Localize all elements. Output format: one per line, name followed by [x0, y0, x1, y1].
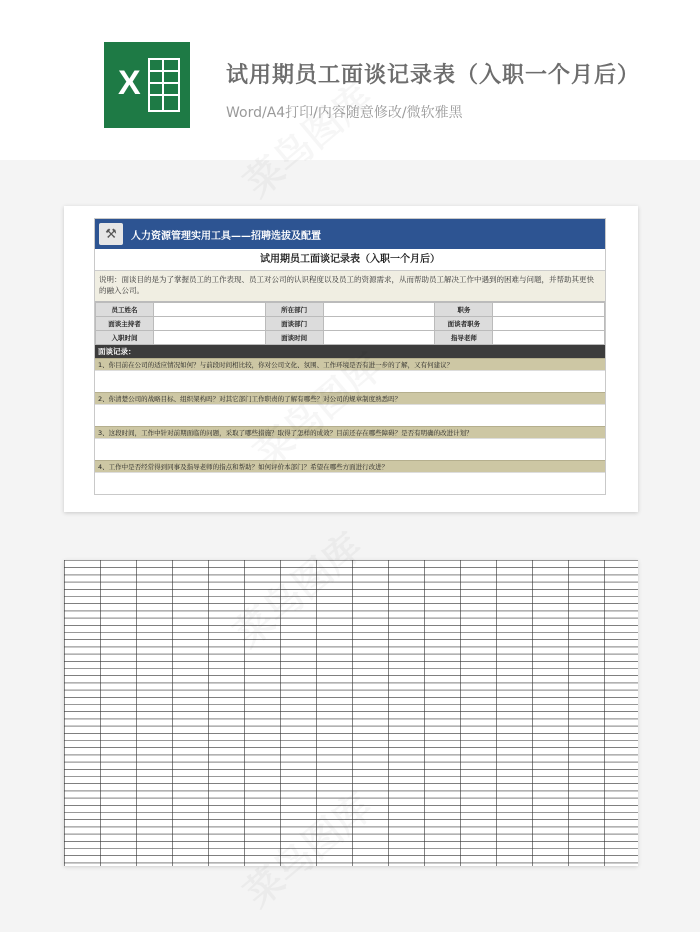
record-heading: 面谈记录： — [95, 345, 605, 358]
field-value[interactable] — [323, 303, 435, 317]
field-value[interactable] — [323, 331, 435, 345]
field-value[interactable] — [493, 331, 605, 345]
table-row — [96, 331, 605, 345]
answer-area-2[interactable] — [95, 404, 605, 426]
table-row — [96, 317, 605, 331]
excel-logo-icon — [104, 42, 190, 128]
field-value[interactable] — [154, 331, 266, 345]
excel-x-letter: X — [118, 64, 141, 102]
field-value[interactable] — [154, 303, 266, 317]
question-3: 3、这段时间，工作中针对前期面临的问题，采取了哪些措施？取得了怎样的成效？目前还存在哪些障碍？是否有明确的改进计划？ — [95, 426, 605, 438]
spreadsheet-grid — [64, 560, 638, 866]
field-label: 面谈主持者 — [96, 317, 154, 331]
employee-info-table — [95, 302, 605, 345]
answer-area-4[interactable] — [95, 472, 605, 494]
answer-area-3[interactable] — [95, 438, 605, 460]
question-2: 2、你清楚公司的战略目标、组织架构吗？对其它部门工作职责的了解有哪些？对公司的规章制度熟悉吗？ — [95, 392, 605, 404]
field-value[interactable] — [323, 317, 435, 331]
question-4: 4、工作中是否经常得到同事及指导老师的指点和帮助？如何评价本部门？希望在哪些方面进行改进？ — [95, 460, 605, 472]
field-label: 职务 — [435, 303, 493, 317]
page-subtitle: Word/A4打印/内容随意修改/微软雅黑 — [226, 105, 463, 121]
field-label: 所在部门 — [265, 303, 323, 317]
form-description: 说明：面谈目的是为了掌握员工的工作表现、员工对公司的认识程度以及员工的资源需求，从而帮助员工解决工作中遇到的困难与问题，并帮助其更快的融入公司。 — [95, 271, 605, 302]
spreadsheet-icon — [148, 58, 180, 112]
question-1: 1、你目前在公司的适应情况如何？与前段时间相比较，你对公司文化、氛围、工作环境是否有进一步的了解，又有何建议？ — [95, 358, 605, 370]
form-title: 试用期员工面谈记录表（入职一个月后） — [95, 249, 605, 271]
wrench-icon: ⚒ — [99, 223, 123, 245]
field-label: 面谈时间 — [265, 331, 323, 345]
field-value[interactable] — [154, 317, 266, 331]
field-value[interactable] — [493, 303, 605, 317]
field-value[interactable] — [493, 317, 605, 331]
field-label: 入职时间 — [96, 331, 154, 345]
interview-form — [94, 218, 606, 495]
field-label: 面谈部门 — [265, 317, 323, 331]
field-label: 面谈者职务 — [435, 317, 493, 331]
field-label: 员工姓名 — [96, 303, 154, 317]
field-label: 指导老师 — [435, 331, 493, 345]
page-title: 试用期员工面谈记录表（入职一个月后） — [226, 63, 641, 88]
answer-area-1[interactable] — [95, 370, 605, 392]
banner-title: 人力资源管理实用工具——招聘选拔及配置 — [131, 230, 321, 242]
form-banner — [95, 219, 605, 249]
form-preview-card — [64, 206, 638, 512]
table-row — [96, 303, 605, 317]
spreadsheet-grid-card — [64, 560, 638, 866]
